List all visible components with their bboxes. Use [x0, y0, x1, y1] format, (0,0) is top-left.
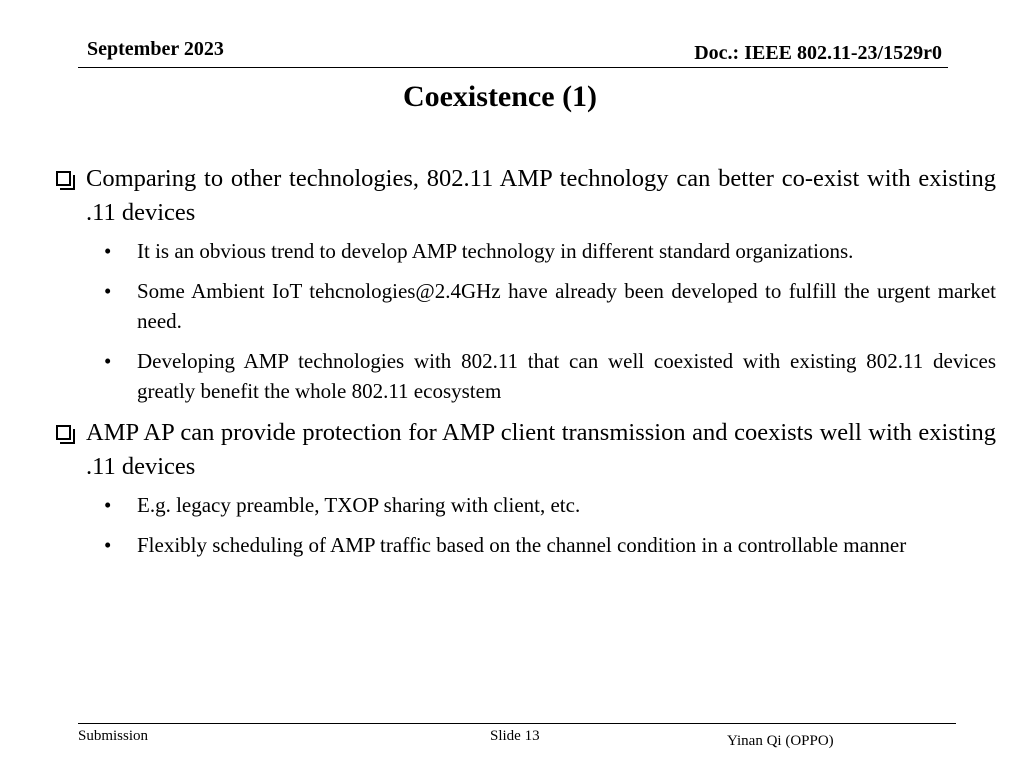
bullet-dot-icon: • [104, 493, 112, 517]
sub-bullet-text: E.g. legacy preamble, TXOP sharing with client, etc. [137, 493, 581, 517]
section-text: Comparing to other technologies, 802.11 AMP technology can better co-exist with existing .11 devices [86, 165, 996, 226]
sub-bullet [56, 490, 996, 520]
slide-body [56, 162, 996, 570]
sub-bullet [56, 276, 996, 336]
footer-slide-number: Slide 13 [490, 728, 540, 744]
section-item [56, 416, 996, 484]
footer-submission: Submission [78, 728, 149, 744]
sub-bullet-text: Developing AMP technologies with 802.11 that can well coexisted with existing 802.11 devices greatly benefit the whole 802.11 ecosystem [137, 349, 996, 403]
sub-bullet-text: Flexibly scheduling of AMP traffic based on the channel condition in a controllable manner [137, 533, 907, 557]
footer-divider [78, 723, 956, 724]
bullet-dot-icon: • [104, 533, 112, 557]
header-divider [78, 67, 948, 68]
sub-bullet [56, 346, 996, 406]
bullet-dot-icon: • [104, 349, 112, 373]
bullet-dot-icon: • [104, 279, 112, 303]
section-item [56, 162, 996, 230]
sub-bullet-text: It is an obvious trend to develop AMP technology in different standard organizations. [137, 239, 854, 263]
sub-bullet [56, 530, 996, 560]
footer-author: Yinan Qi (OPPO) [727, 733, 834, 749]
slide-title: Coexistence (1) [402, 80, 598, 113]
bullet-dot-icon: • [104, 239, 112, 263]
sub-bullet [56, 236, 996, 266]
checkbox-bullet-icon [56, 425, 71, 440]
checkbox-bullet-icon [56, 171, 71, 186]
header-date: September 2023 [87, 38, 224, 60]
sub-bullet-text: Some Ambient IoT tehcnologies@2.4GHz have already been developed to fulfill the urgent market need. [137, 279, 996, 333]
header-doc-id: Doc.: IEEE 802.11-23/1529r0 [694, 42, 942, 64]
section-text: AMP AP can provide protection for AMP client transmission and coexists well with existing .11 devices [86, 419, 996, 480]
